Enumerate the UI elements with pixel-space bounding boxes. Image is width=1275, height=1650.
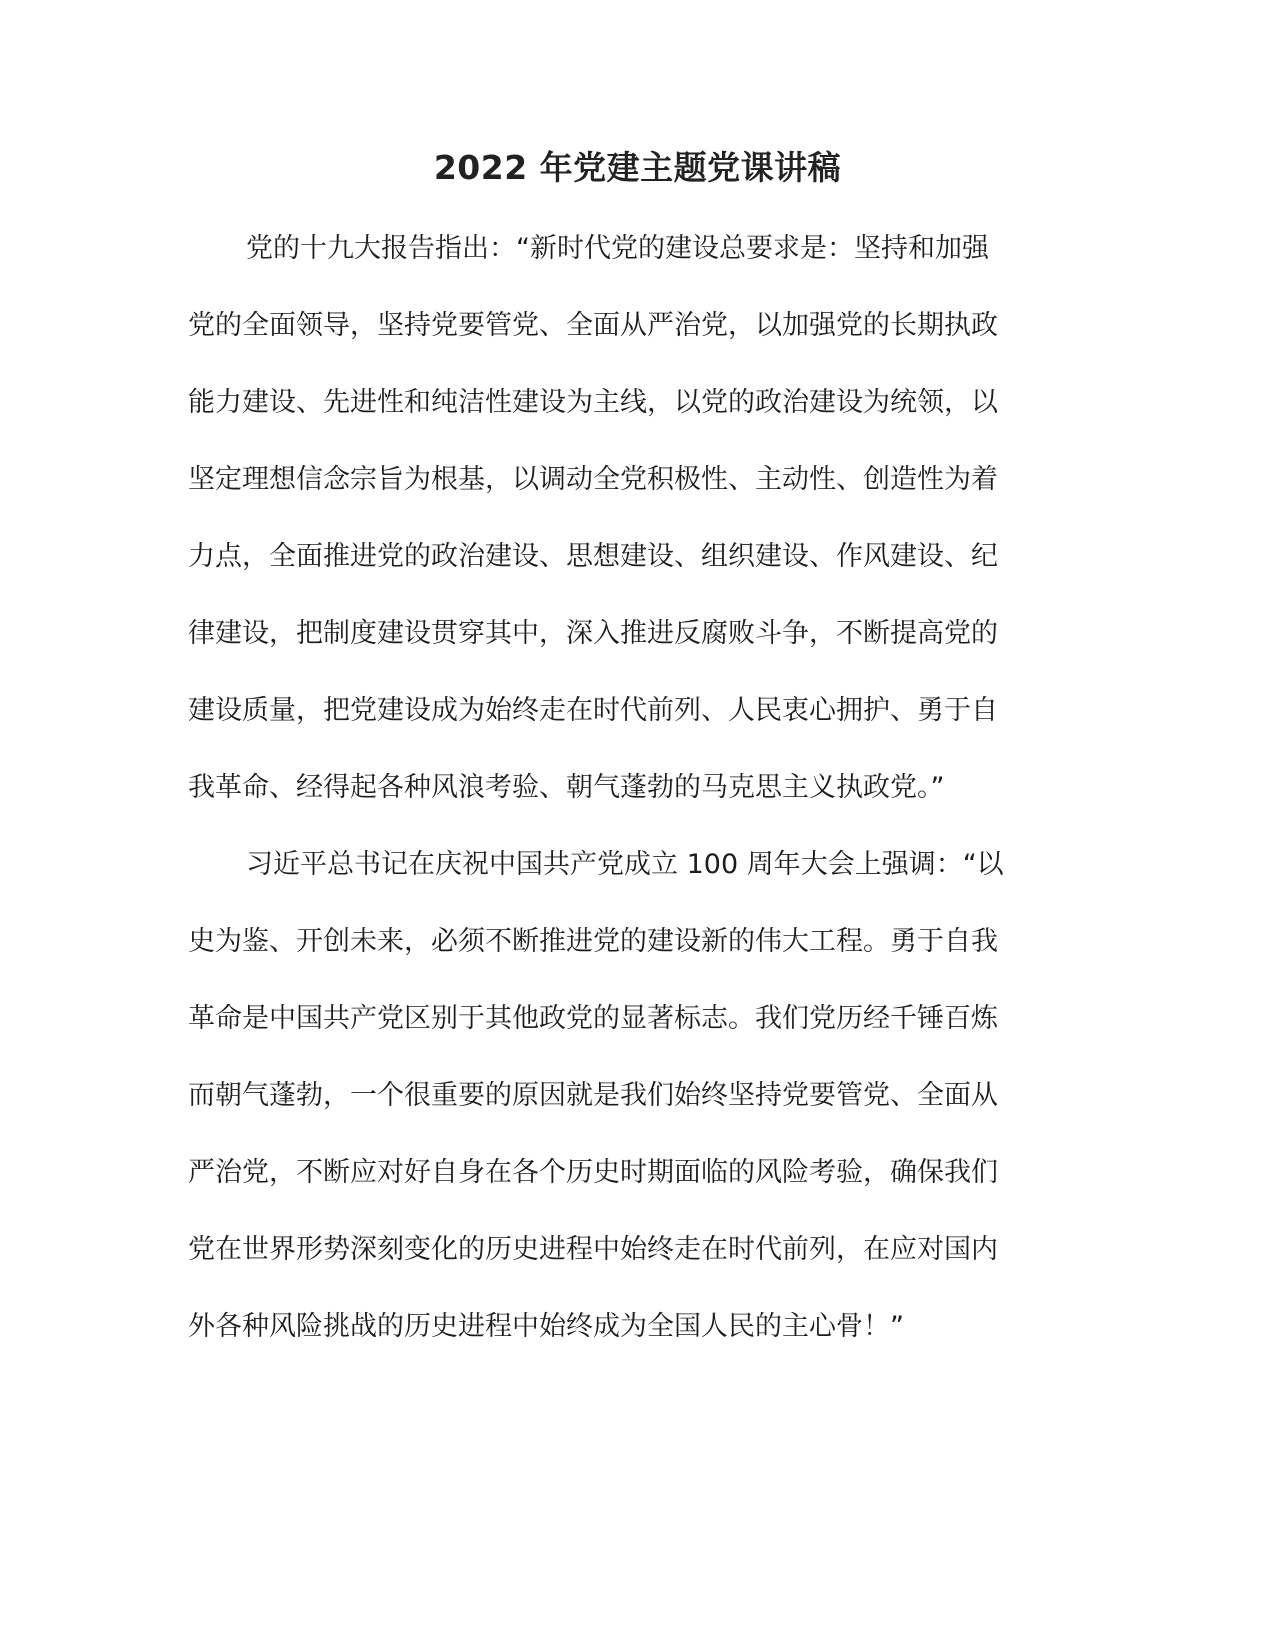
document-title: 2022 年党建主题党课讲稿 — [433, 148, 842, 187]
paragraph-line: 史为鉴、开创未来，必须不断推进党的建设新的伟大工程。勇于自我 — [188, 926, 998, 957]
paragraph-line: 党的十九大报告指出：“新时代党的建设总要求是：坚持和加强 — [246, 233, 989, 264]
paragraph-1 — [188, 232, 1068, 848]
paragraph-line: 党在世界形势深刻变化的历史进程中始终走在时代前列，在应对国内 — [188, 1234, 998, 1265]
paragraph-line: 严治党，不断应对好自身在各个历史时期面临的风险考验，确保我们 — [188, 1157, 998, 1188]
paragraph-line: 外各种风险挑战的历史进程中始终成为全国人民的主心骨！” — [188, 1311, 904, 1342]
paragraph-2 — [188, 848, 1068, 1387]
paragraph-line: 建设质量，把党建设成为始终走在时代前列、人民衷心拥护、勇于自 — [188, 695, 998, 726]
paragraph-line: 革命是中国共产党区别于其他政党的显著标志。我们党历经千锤百炼 — [188, 1003, 998, 1034]
paragraph-line: 我革命、经得起各种风浪考验、朝气蓬勃的马克思主义执政党。” — [188, 772, 945, 803]
paragraph-line: 而朝气蓬勃，一个很重要的原因就是我们始终坚持党要管党、全面从 — [188, 1080, 998, 1111]
paragraph-line: 力点，全面推进党的政治建设、思想建设、组织建设、作风建设、纪 — [188, 541, 998, 572]
paragraph-line: 党的全面领导，坚持党要管党、全面从严治党，以加强党的长期执政 — [188, 310, 998, 341]
paragraph-line: 能力建设、先进性和纯洁性建设为主线，以党的政治建设为统领，以 — [188, 387, 998, 418]
paragraph-line: 坚定理想信念宗旨为根基，以调动全党积极性、主动性、创造性为着 — [188, 464, 998, 495]
paragraph-line: 律建设，把制度建设贯穿其中，深入推进反腐败斗争，不断提高党的 — [188, 618, 998, 649]
paragraph-line: 习近平总书记在庆祝中国共产党成立 100 周年大会上强调：“以 — [246, 849, 1004, 880]
